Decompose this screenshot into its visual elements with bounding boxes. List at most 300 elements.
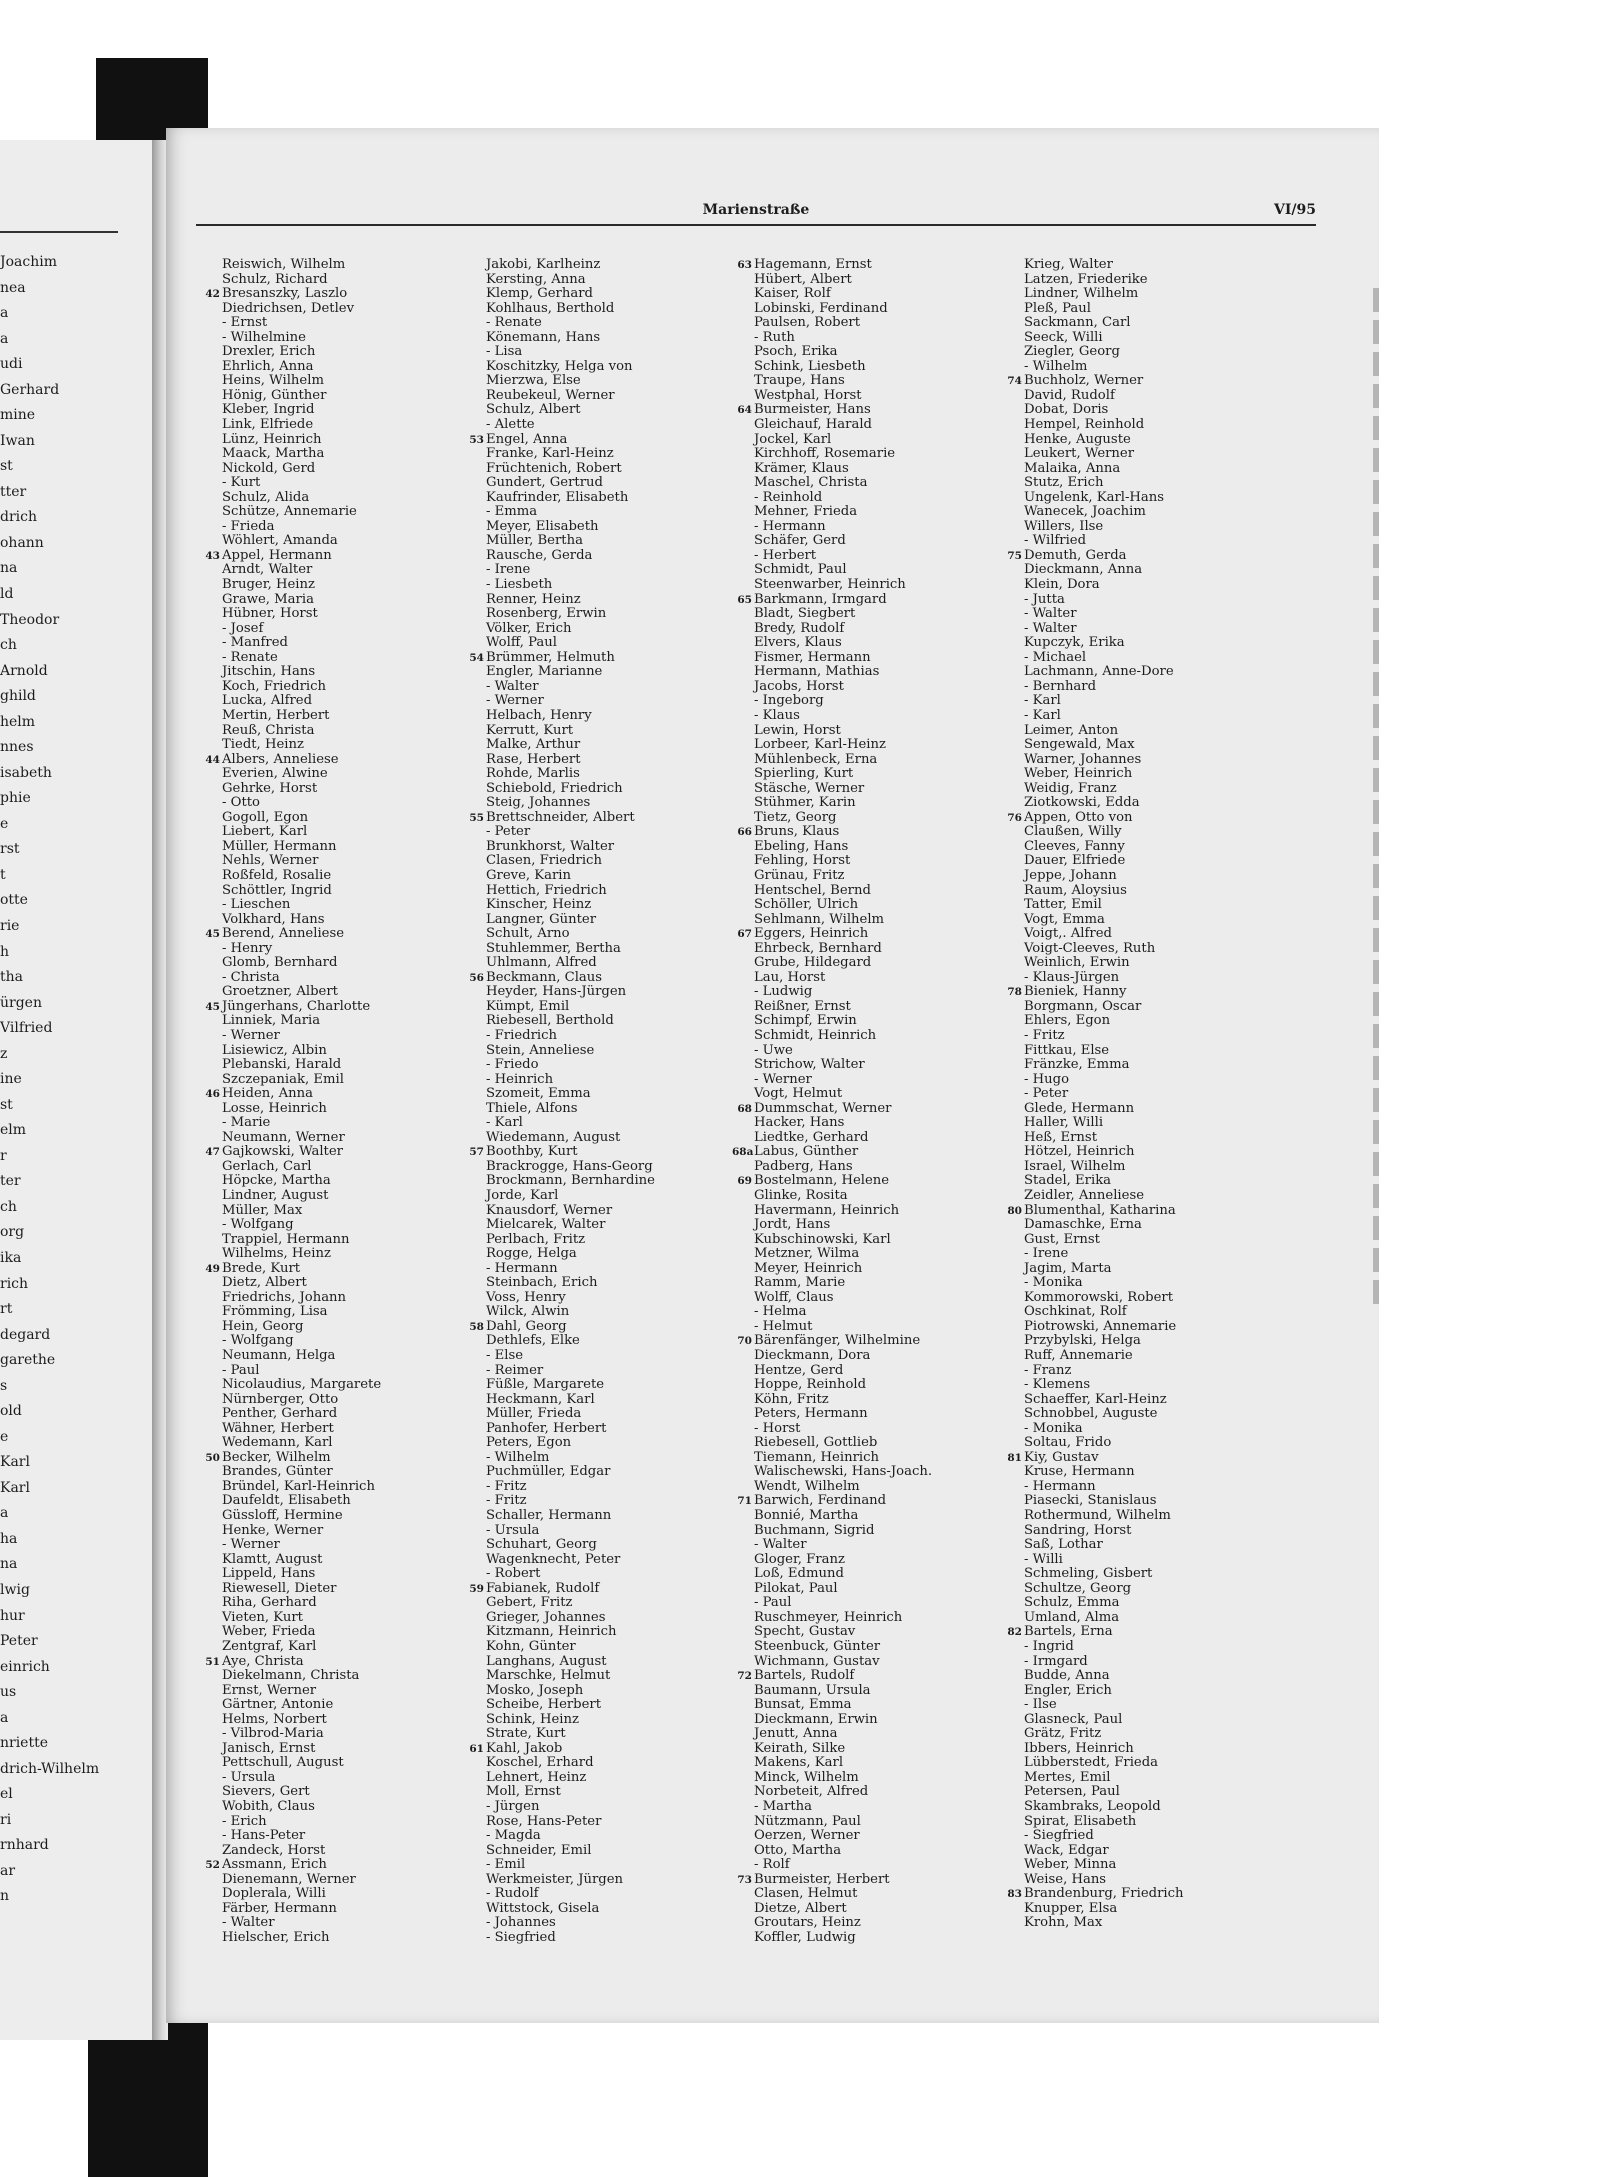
left-page-word: garethe <box>0 1352 56 1369</box>
resident-entry <box>1024 1611 1294 1626</box>
resident-entry <box>222 1553 492 1568</box>
resident-entry <box>222 1524 492 1539</box>
resident-entry <box>1024 1858 1294 1873</box>
resident-entry <box>222 942 492 957</box>
resident-name: Albers, Anneliese <box>222 751 339 767</box>
resident-entry <box>1024 927 1294 942</box>
resident-entry <box>1024 1785 1294 1800</box>
resident-name: Gundert, Gertrud <box>486 475 603 491</box>
resident-entry <box>1024 724 1294 739</box>
resident-entry <box>754 1087 1024 1102</box>
resident-entry <box>486 1887 756 1902</box>
left-page-word: rie <box>0 918 20 934</box>
resident-name: - Irene <box>1024 1246 1069 1262</box>
resident-name: - Franz <box>1024 1362 1072 1378</box>
resident-entry <box>486 1276 756 1291</box>
resident-entry <box>205 1653 492 1670</box>
resident-entry <box>205 998 492 1015</box>
resident-entry <box>754 1509 1024 1524</box>
resident-entry <box>1024 738 1294 753</box>
resident-name: Lorbeer, Karl-Heinz <box>754 737 886 753</box>
directory-column-2 <box>469 257 756 1945</box>
resident-name: Scheibe, Herbert <box>486 1697 602 1713</box>
resident-name: Schulz, Albert <box>486 402 581 418</box>
resident-entry <box>754 1582 1024 1597</box>
resident-entry <box>1024 854 1294 869</box>
resident-name: Jakobi, Karlheinz <box>486 257 601 272</box>
resident-entry <box>1024 956 1294 971</box>
resident-entry <box>1007 1886 1294 1902</box>
resident-entry <box>754 1713 1024 1728</box>
resident-name: Pilokat, Paul <box>754 1580 838 1596</box>
left-page-word: Gerhard <box>0 381 60 398</box>
resident-entry <box>754 331 1024 346</box>
resident-name: Rose, Hans-Peter <box>486 1813 602 1829</box>
resident-entry <box>754 345 1024 360</box>
resident-name: Gajkowski, Walter <box>222 1144 343 1160</box>
resident-entry <box>469 1740 756 1757</box>
resident-name: Kruse, Hermann <box>1024 1464 1135 1480</box>
resident-name: Heckmann, Karl <box>486 1391 595 1407</box>
resident-name: - Walter <box>754 1537 807 1553</box>
resident-entry <box>486 1902 756 1917</box>
resident-entry <box>754 1902 1024 1917</box>
resident-name: Traupe, Hans <box>754 373 845 389</box>
resident-name: Brandenburg, Friedrich <box>1024 1886 1184 1902</box>
resident-name: Link, Elfriede <box>222 417 314 433</box>
resident-name: Wittstock, Gisela <box>486 1900 600 1916</box>
resident-name: Ehrbeck, Bernhard <box>754 940 882 956</box>
left-page-word: h <box>0 943 10 960</box>
resident-name: Dummschat, Werner <box>754 1100 892 1116</box>
resident-entry <box>486 1727 756 1742</box>
resident-entry <box>222 1611 492 1626</box>
resident-entry <box>469 649 756 666</box>
resident-name: Gloger, Franz <box>754 1551 845 1567</box>
resident-name: - Reimer <box>486 1362 544 1378</box>
resident-entry <box>222 1756 492 1771</box>
resident-entry <box>222 1480 492 1495</box>
left-page-word: elm <box>0 1122 27 1139</box>
resident-entry <box>486 1684 756 1699</box>
resident-entry <box>222 1320 492 1335</box>
resident-entry <box>1024 869 1294 884</box>
resident-name: - Wolfgang <box>222 1217 294 1233</box>
resident-entry <box>754 1727 1024 1742</box>
resident-name: Lehnert, Heinz <box>486 1769 587 1785</box>
resident-entry <box>1007 809 1294 826</box>
resident-name: Hötzel, Heinrich <box>1024 1144 1135 1160</box>
resident-name: - Walter <box>1024 606 1077 622</box>
resident-name: Dietz, Albert <box>222 1275 307 1291</box>
resident-entry <box>222 1014 492 1029</box>
resident-name: Loß, Edmund <box>754 1566 844 1582</box>
resident-entry <box>754 651 1024 666</box>
resident-name: Liebert, Karl <box>222 824 308 840</box>
resident-entry <box>1024 1349 1294 1364</box>
resident-name: Lippeld, Hans <box>222 1566 316 1582</box>
resident-entry <box>486 1131 756 1146</box>
left-page-word: e <box>0 815 9 832</box>
resident-entry <box>486 563 756 578</box>
resident-name: Koschel, Erhard <box>486 1755 594 1771</box>
resident-name: Dieckmann, Erwin <box>754 1711 878 1727</box>
resident-entry <box>754 302 1024 317</box>
resident-name: Brede, Kurt <box>222 1260 301 1276</box>
resident-name: Sengewald, Max <box>1024 737 1135 753</box>
resident-name: Stadel, Erika <box>1024 1173 1112 1189</box>
resident-entry <box>486 665 756 680</box>
left-page-word: Arnold <box>0 662 48 679</box>
house-number: 51 <box>205 1655 220 1668</box>
resident-name: Mertin, Herbert <box>222 707 330 723</box>
resident-entry <box>1024 1873 1294 1888</box>
resident-entry <box>486 782 756 797</box>
resident-entry <box>1007 373 1294 389</box>
resident-name: Schmidt, Heinrich <box>754 1027 877 1043</box>
resident-entry <box>486 302 756 317</box>
resident-entry <box>754 1276 1024 1291</box>
resident-name: Kubschinowski, Karl <box>754 1231 891 1247</box>
resident-name: - Werner <box>222 1537 280 1553</box>
resident-entry <box>222 1247 492 1262</box>
resident-name: Bartels, Erna <box>1024 1624 1113 1640</box>
resident-name: Piotrowski, Annemarie <box>1024 1318 1177 1334</box>
resident-entry <box>1024 1320 1294 1335</box>
left-page-word: einrich <box>0 1658 50 1675</box>
resident-name: Uhlmann, Alfred <box>486 955 597 971</box>
resident-name: Höpcke, Martha <box>222 1173 331 1189</box>
resident-entry <box>754 1029 1024 1044</box>
resident-name: Lobinski, Ferdinand <box>754 300 888 316</box>
resident-name: Schiebold, Friedrich <box>486 780 623 796</box>
house-number: 68 <box>737 1102 752 1115</box>
resident-name: - Johannes <box>486 1915 556 1931</box>
resident-entry <box>1024 1044 1294 1059</box>
left-page-word: lwig <box>0 1582 30 1598</box>
resident-name: - Klaus-Jürgen <box>1024 969 1120 985</box>
house-number: 57 <box>469 1146 484 1159</box>
resident-entry <box>754 796 1024 811</box>
resident-entry <box>486 1116 756 1131</box>
resident-name: Gärtner, Antonie <box>222 1697 334 1713</box>
resident-name: Reubekeul, Werner <box>486 387 615 403</box>
resident-entry <box>1024 1698 1294 1713</box>
resident-entry <box>754 1815 1024 1830</box>
resident-name: Havermann, Heinrich <box>754 1202 900 1218</box>
resident-name: Ehrlich, Anna <box>222 358 314 374</box>
resident-name: Langner, Günter <box>486 911 597 927</box>
resident-entry <box>754 1393 1024 1408</box>
left-page-word: ch <box>0 1198 17 1215</box>
resident-name: Mielcarek, Walter <box>486 1217 606 1233</box>
resident-name: Müller, Max <box>222 1202 303 1218</box>
resident-name: Paulsen, Robert <box>754 315 861 331</box>
house-number: 56 <box>469 971 484 984</box>
resident-name: Minck, Wilhelm <box>754 1769 859 1785</box>
resident-name: - Helmut <box>754 1318 813 1334</box>
resident-name: Skambraks, Leopold <box>1024 1798 1161 1814</box>
resident-entry <box>486 913 756 928</box>
resident-name: Lübberstedt, Frieda <box>1024 1755 1159 1771</box>
resident-entry <box>222 258 492 273</box>
resident-entry <box>486 360 756 375</box>
resident-entry <box>1024 1596 1294 1611</box>
resident-name: Reißner, Ernst <box>754 998 851 1014</box>
resident-entry <box>1024 1465 1294 1480</box>
resident-name: Ungelenk, Karl-Hans <box>1024 489 1165 505</box>
resident-entry <box>486 287 756 302</box>
resident-name: - Wolfgang <box>222 1333 294 1349</box>
house-number: 83 <box>1007 1888 1022 1901</box>
resident-name: Ruschmeyer, Heinrich <box>754 1609 903 1625</box>
resident-name: Schulz, Emma <box>1024 1595 1120 1611</box>
left-page-fragment <box>0 140 154 2040</box>
resident-name: Bartels, Rudolf <box>754 1668 855 1684</box>
resident-entry <box>1024 971 1294 986</box>
resident-entry <box>754 1596 1024 1611</box>
resident-entry <box>754 956 1024 971</box>
resident-entry <box>486 593 756 608</box>
resident-name: Henke, Werner <box>222 1522 324 1538</box>
resident-name: Hentze, Gerd <box>754 1362 844 1378</box>
resident-name: Tietz, Georg <box>754 809 837 825</box>
resident-name: Engler, Erich <box>1024 1682 1112 1698</box>
resident-entry <box>1024 651 1294 666</box>
resident-entry <box>1024 1713 1294 1728</box>
resident-entry <box>222 1233 492 1248</box>
resident-entry <box>486 1494 756 1509</box>
resident-entry <box>222 1800 492 1815</box>
resident-name: Wiedemann, August <box>486 1129 621 1145</box>
resident-entry <box>754 985 1024 1000</box>
resident-name: Marschke, Helmut <box>486 1668 611 1684</box>
resident-name: Berend, Anneliese <box>222 926 345 942</box>
resident-name: Rothermund, Wilhelm <box>1024 1508 1171 1524</box>
resident-entry <box>1024 302 1294 317</box>
resident-name: - Erich <box>222 1813 267 1829</box>
resident-name: Weidig, Franz <box>1024 780 1117 796</box>
resident-name: - Fritz <box>486 1493 527 1509</box>
resident-name: - Paul <box>222 1362 260 1378</box>
left-page-word: nriette <box>0 1735 49 1752</box>
resident-entry <box>754 1291 1024 1306</box>
resident-name: - Hermann <box>486 1260 558 1276</box>
resident-entry <box>1024 1000 1294 1015</box>
resident-name: Ibbers, Heinrich <box>1024 1740 1134 1756</box>
resident-entry <box>469 1580 756 1597</box>
resident-entry <box>1024 942 1294 957</box>
house-number: 72 <box>737 1670 752 1683</box>
resident-name: Perlbach, Fritz <box>486 1231 586 1247</box>
resident-entry <box>754 694 1024 709</box>
resident-entry <box>1024 1771 1294 1786</box>
resident-entry <box>222 1422 492 1437</box>
resident-name: Hettich, Friedrich <box>486 882 607 898</box>
resident-name: Rosenberg, Erwin <box>486 606 607 622</box>
resident-entry <box>1024 1058 1294 1073</box>
resident-name: Kupczyk, Erika <box>1024 635 1125 651</box>
resident-name: Janisch, Ernst <box>222 1740 316 1756</box>
house-number: 67 <box>737 928 752 941</box>
resident-name: Weise, Hans <box>1024 1871 1107 1887</box>
resident-entry <box>486 1785 756 1800</box>
resident-entry <box>754 433 1024 448</box>
resident-entry <box>486 1349 756 1364</box>
resident-name: Knausdorf, Werner <box>486 1202 613 1218</box>
resident-name: - Hermann <box>1024 1478 1096 1494</box>
resident-entry <box>222 1218 492 1233</box>
resident-entry <box>222 418 492 433</box>
left-page-word: ar <box>0 1862 16 1879</box>
resident-entry <box>486 447 756 462</box>
resident-entry <box>1024 1276 1294 1291</box>
resident-entry <box>754 869 1024 884</box>
resident-name: Dieckmann, Dora <box>754 1348 871 1364</box>
resident-name: Sandring, Horst <box>1024 1522 1132 1538</box>
left-page-word: ha <box>0 1530 18 1547</box>
resident-name: Bunsat, Emma <box>754 1697 852 1713</box>
resident-name: Güssloff, Hermine <box>222 1508 343 1524</box>
resident-name: Szczepaniak, Emil <box>222 1071 344 1087</box>
resident-name: - Else <box>486 1348 524 1364</box>
left-page-word: a <box>0 305 9 322</box>
resident-name: Leimer, Anton <box>1024 722 1119 738</box>
resident-name: - Klemens <box>1024 1377 1091 1393</box>
resident-entry <box>1024 593 1294 608</box>
resident-entry <box>222 462 492 477</box>
resident-entry <box>754 753 1024 768</box>
resident-entry <box>1024 840 1294 855</box>
resident-entry <box>222 1873 492 1888</box>
house-number: 44 <box>205 753 220 766</box>
resident-entry <box>754 316 1024 331</box>
resident-entry <box>1024 913 1294 928</box>
resident-entry <box>1024 1247 1294 1262</box>
resident-name: Gleichauf, Harald <box>754 417 872 433</box>
resident-name: Jeppe, Johann <box>1024 867 1117 883</box>
resident-name: - Friedrich <box>486 1027 557 1043</box>
resident-entry <box>486 1233 756 1248</box>
resident-entry <box>222 1538 492 1553</box>
house-number: 78 <box>1007 986 1022 999</box>
left-page-word: t <box>0 866 6 883</box>
resident-entry <box>737 257 1024 273</box>
resident-name: Hielscher, Erich <box>222 1929 330 1945</box>
resident-entry <box>486 956 756 971</box>
resident-name: - Liesbeth <box>486 577 553 593</box>
resident-name: - Ludwig <box>754 984 813 1000</box>
resident-entry <box>222 767 492 782</box>
resident-entry <box>222 345 492 360</box>
resident-name: Groutars, Heinz <box>754 1915 861 1931</box>
resident-name: Malaika, Anna <box>1024 460 1121 476</box>
resident-entry <box>486 491 756 506</box>
house-number: 42 <box>205 288 220 301</box>
resident-name: Riebesell, Berthold <box>486 1013 614 1029</box>
resident-name: Rase, Herbert <box>486 751 581 767</box>
house-number: 80 <box>1007 1204 1022 1217</box>
resident-name: Mosko, Joseph <box>486 1682 584 1698</box>
resident-entry <box>754 374 1024 389</box>
resident-entry <box>754 1320 1024 1335</box>
resident-name: Vogt, Helmut <box>754 1086 843 1102</box>
left-page-word: n <box>0 1888 10 1905</box>
resident-name: Pleß, Paul <box>1024 300 1091 316</box>
resident-name: - Peter <box>1024 1086 1069 1102</box>
resident-entry <box>469 431 756 448</box>
left-page-word: otte <box>0 892 28 909</box>
resident-entry <box>222 1596 492 1611</box>
resident-entry <box>1024 1582 1294 1597</box>
resident-entry <box>486 1815 756 1830</box>
resident-name: Kleber, Ingrid <box>222 402 315 418</box>
resident-name: Thiele, Alfons <box>486 1100 578 1116</box>
resident-entry <box>486 1669 756 1684</box>
left-page-word: ri <box>0 1811 12 1828</box>
left-page-word: rich <box>0 1275 29 1292</box>
resident-entry <box>754 1233 1024 1248</box>
resident-name: - Ilse <box>1024 1697 1057 1713</box>
left-page-word: na <box>0 1556 18 1573</box>
resident-entry <box>1024 491 1294 506</box>
resident-entry <box>222 1116 492 1131</box>
resident-entry <box>1024 709 1294 724</box>
resident-entry <box>222 854 492 869</box>
house-number: 75 <box>1007 549 1022 562</box>
resident-name: Lindner, August <box>222 1188 329 1203</box>
resident-entry <box>486 1422 756 1437</box>
resident-name: Henke, Auguste <box>1024 431 1131 447</box>
resident-entry <box>1024 1553 1294 1568</box>
left-page-word: hur <box>0 1607 25 1624</box>
resident-name: Claußen, Willy <box>1024 824 1122 840</box>
resident-name: Buchmann, Sigrid <box>754 1522 875 1538</box>
resident-entry <box>222 1436 492 1451</box>
resident-name: Kahl, Jakob <box>486 1740 563 1756</box>
resident-name: Stäsche, Werner <box>754 780 865 796</box>
resident-entry <box>222 578 492 593</box>
resident-name: Dethlefs, Elke <box>486 1333 580 1349</box>
resident-name: Westphal, Horst <box>754 387 862 403</box>
resident-name: Voss, Henry <box>486 1289 566 1305</box>
resident-entry <box>486 403 756 418</box>
left-page-word: ch <box>0 637 17 654</box>
resident-name: Becker, Wilhelm <box>222 1449 331 1465</box>
resident-name: Liedtke, Gerhard <box>754 1129 869 1145</box>
resident-entry <box>754 607 1024 622</box>
resident-name: Burmeister, Hans <box>754 402 871 418</box>
resident-entry <box>754 1247 1024 1262</box>
resident-entry <box>222 913 492 928</box>
resident-entry <box>1024 753 1294 768</box>
resident-entry <box>486 1625 756 1640</box>
resident-name: - Willi <box>1024 1551 1063 1567</box>
resident-name: - Rudolf <box>486 1886 539 1902</box>
resident-entry <box>486 505 756 520</box>
resident-name: Wilck, Alwin <box>486 1304 570 1320</box>
resident-name: Friedrichs, Johann <box>222 1289 347 1305</box>
resident-entry <box>486 840 756 855</box>
resident-name: Seeck, Willi <box>1024 329 1103 345</box>
resident-entry <box>754 1073 1024 1088</box>
resident-name: - Renate <box>486 315 542 331</box>
resident-name: Renner, Heinz <box>486 591 581 607</box>
resident-entry <box>754 1742 1024 1757</box>
resident-entry <box>486 1698 756 1713</box>
resident-entry <box>222 694 492 709</box>
resident-name: Gust, Ernst <box>1024 1231 1100 1247</box>
